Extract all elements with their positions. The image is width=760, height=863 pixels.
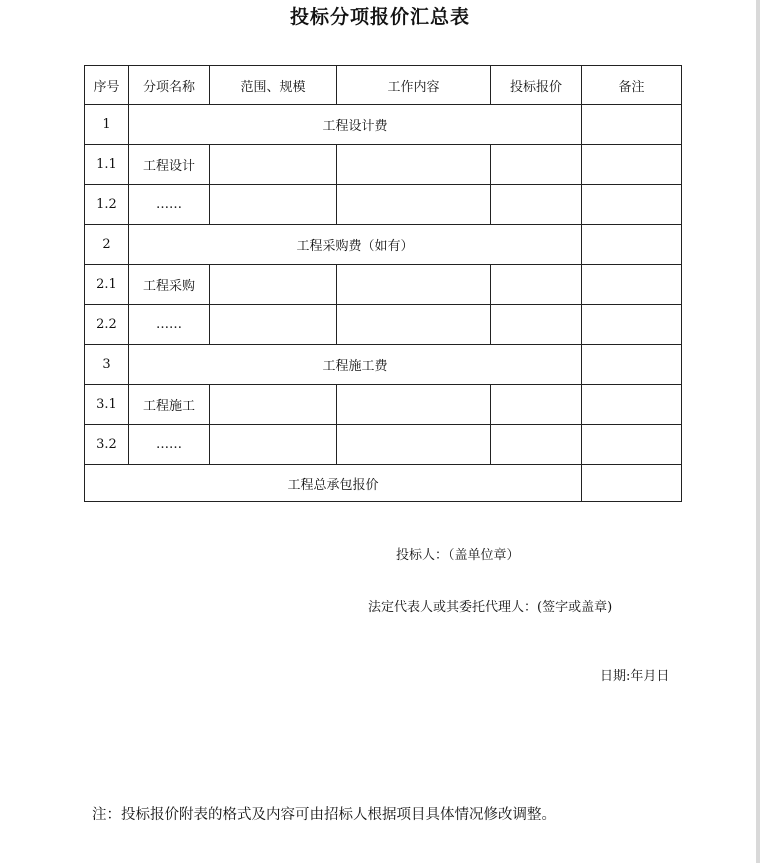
item-name: …… xyxy=(129,425,210,465)
scope-cell[interactable] xyxy=(210,425,337,465)
header-serial: 序号 xyxy=(85,66,129,105)
header-bid-price: 投标报价 xyxy=(491,66,582,105)
bid-price-cell[interactable] xyxy=(491,425,582,465)
table-header-row xyxy=(85,66,682,105)
table-row xyxy=(85,385,682,425)
item-number: 3.1 xyxy=(85,385,129,425)
section-name: 工程采购费（如有） xyxy=(129,225,582,265)
header-remarks: 备注 xyxy=(582,66,682,105)
item-number: 3.2 xyxy=(85,425,129,465)
table-row xyxy=(85,145,682,185)
table-row xyxy=(85,265,682,305)
section-row xyxy=(85,105,682,145)
remarks-cell[interactable] xyxy=(582,425,682,465)
remarks-cell[interactable] xyxy=(582,225,682,265)
scope-cell[interactable] xyxy=(210,265,337,305)
item-name: …… xyxy=(129,185,210,225)
table-row xyxy=(85,425,682,465)
remarks-cell[interactable] xyxy=(582,145,682,185)
header-scope: 范围、规模 xyxy=(210,66,337,105)
page-edge xyxy=(756,0,760,863)
work-content-cell[interactable] xyxy=(337,385,491,425)
table-row xyxy=(85,305,682,345)
item-number: 1.2 xyxy=(85,185,129,225)
bid-price-cell[interactable] xyxy=(491,385,582,425)
bidder-seal-line: 投标人：（盖单位章） xyxy=(396,548,520,563)
scope-cell[interactable] xyxy=(210,185,337,225)
bid-price-cell[interactable] xyxy=(491,185,582,225)
remarks-cell[interactable] xyxy=(582,105,682,145)
remarks-cell[interactable] xyxy=(582,385,682,425)
item-name: 工程设计 xyxy=(129,145,210,185)
remarks-cell[interactable] xyxy=(582,345,682,385)
work-content-cell[interactable] xyxy=(337,425,491,465)
remarks-cell[interactable] xyxy=(582,265,682,305)
item-name: 工程施工 xyxy=(129,385,210,425)
section-name: 工程施工费 xyxy=(129,345,582,385)
work-content-cell[interactable] xyxy=(337,305,491,345)
scope-cell[interactable] xyxy=(210,385,337,425)
section-number: 2 xyxy=(85,225,129,265)
item-number: 2.1 xyxy=(85,265,129,305)
bid-price-cell[interactable] xyxy=(491,265,582,305)
item-name: …… xyxy=(129,305,210,345)
remarks-cell[interactable] xyxy=(582,185,682,225)
section-number: 1 xyxy=(85,105,129,145)
section-name: 工程设计费 xyxy=(129,105,582,145)
scope-cell[interactable] xyxy=(210,145,337,185)
work-content-cell[interactable] xyxy=(337,145,491,185)
remarks-cell[interactable] xyxy=(582,305,682,345)
work-content-cell[interactable] xyxy=(337,185,491,225)
representative-signature-line: 法定代表人或其委托代理人：(签字或盖章) xyxy=(368,600,613,615)
work-content-cell[interactable] xyxy=(337,265,491,305)
total-row xyxy=(85,465,682,502)
bid-price-cell[interactable] xyxy=(491,145,582,185)
item-name: 工程采购 xyxy=(129,265,210,305)
item-number: 1.1 xyxy=(85,145,129,185)
table-row xyxy=(85,185,682,225)
bid-price-cell[interactable] xyxy=(491,305,582,345)
footnote: 注：投标报价附表的格式及内容可由招标人根据项目具体情况修改调整。 xyxy=(92,807,556,823)
total-label: 工程总承包报价 xyxy=(85,465,582,502)
document-title: 投标分项报价汇总表 xyxy=(289,6,470,28)
date-line: 日期:年月日 xyxy=(600,669,670,684)
header-work-content: 工作内容 xyxy=(337,66,491,105)
quote-summary-table xyxy=(84,65,682,502)
header-item-name: 分项名称 xyxy=(129,66,210,105)
total-price-cell[interactable] xyxy=(582,465,682,502)
section-row xyxy=(85,225,682,265)
section-number: 3 xyxy=(85,345,129,385)
section-row xyxy=(85,345,682,385)
item-number: 2.2 xyxy=(85,305,129,345)
scope-cell[interactable] xyxy=(210,305,337,345)
